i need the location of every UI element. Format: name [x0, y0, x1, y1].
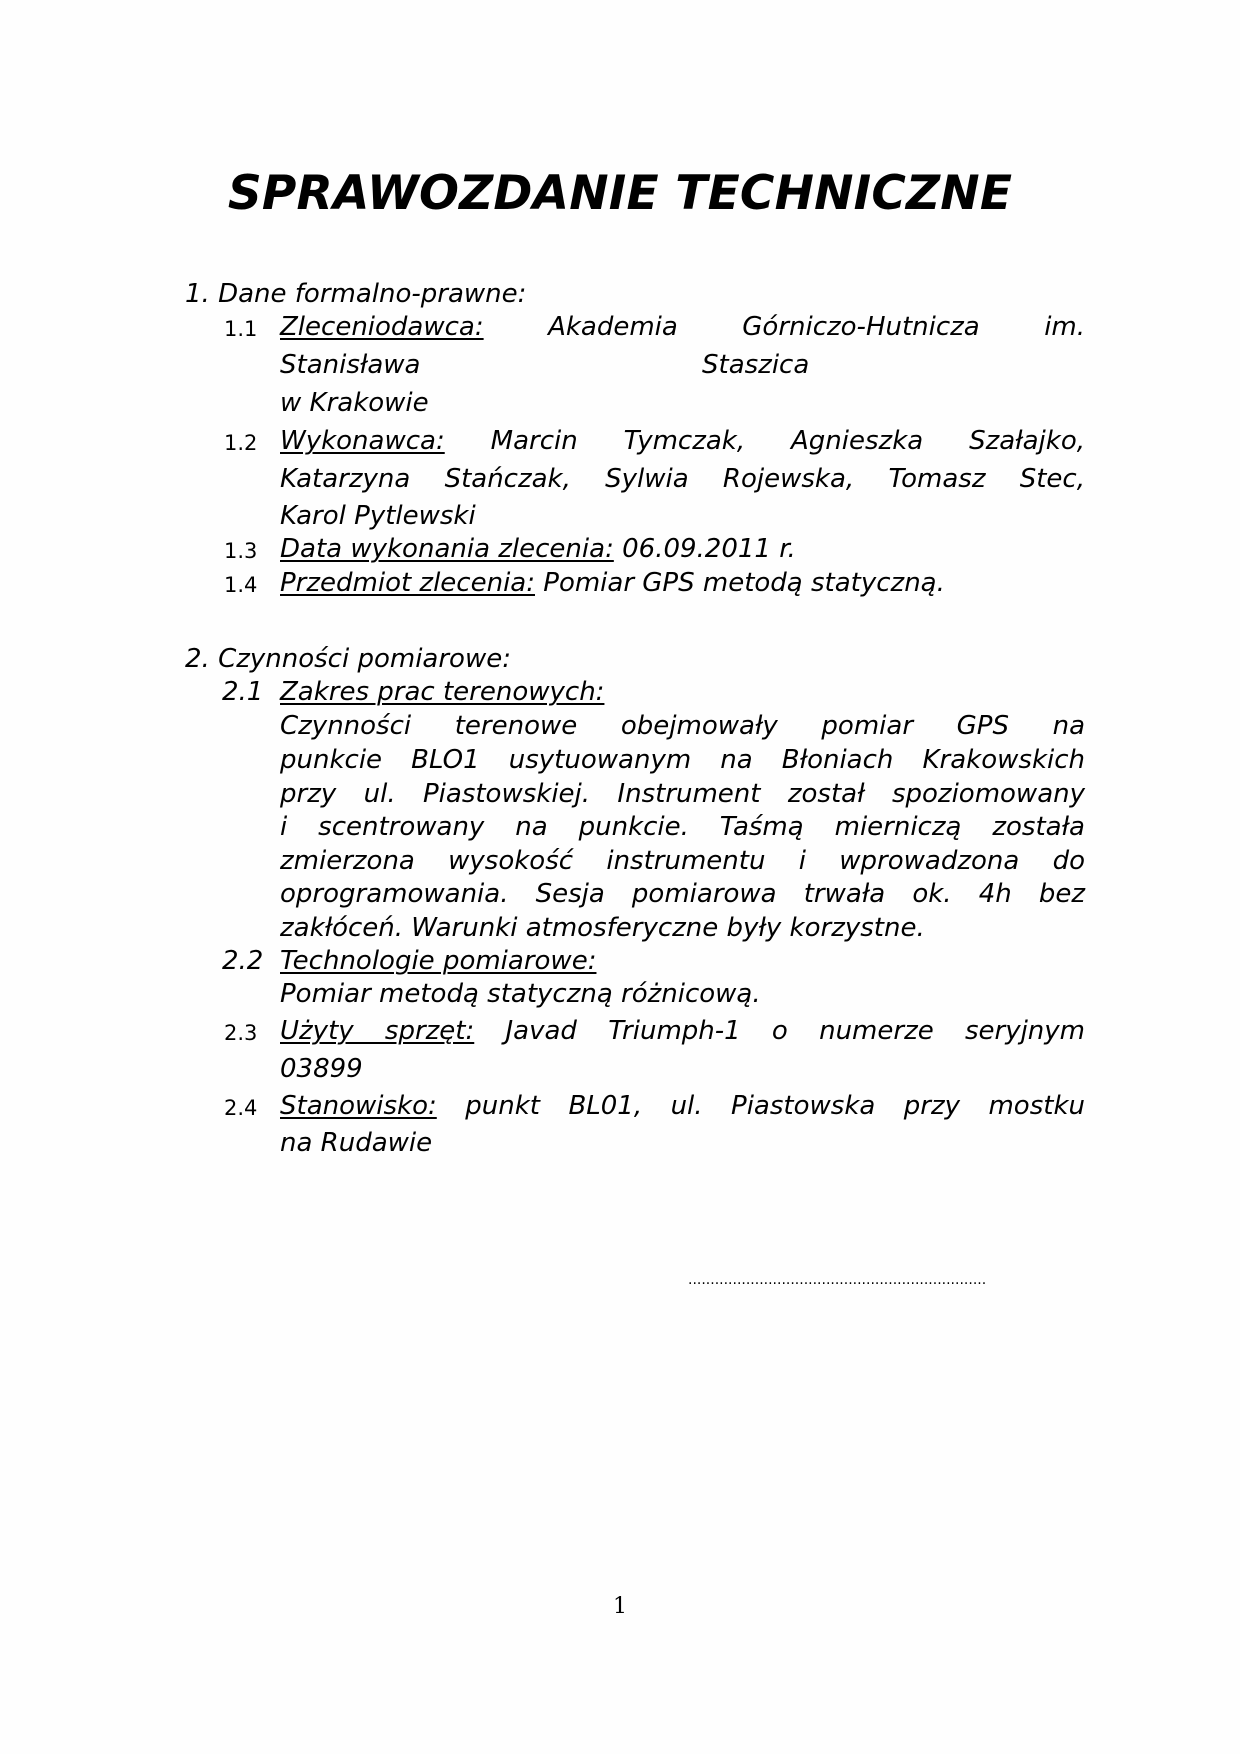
item-1-1-line2b: Staszica [702, 350, 810, 380]
section-2-heading [185, 644, 511, 674]
section-1-title: Dane formalno-prawne: [218, 279, 527, 309]
item-2-1-body-line: punkcie BLO1 usytuowanym na Błoniach Krakowskich [280, 745, 1085, 775]
item-2-1-body-line: przy ul. Piastowskiej. Instrument został spoziomowany [280, 779, 1085, 809]
item-1-1-label: Zleceniodawca: [280, 312, 484, 342]
signature-line: ................................................................... [688, 1272, 987, 1288]
item-2-1-number: 2.1 [222, 677, 264, 707]
item-2-3-value: Javad Triumph-1 o numerze seryjnym [474, 1016, 1086, 1046]
section-2-title: Czynności pomiarowe: [218, 644, 511, 674]
item-1-4-value: Pomiar GPS metodą statyczną. [535, 568, 945, 598]
item-2-4-line2: na Rudawie [280, 1128, 433, 1158]
item-2-4-label: Stanowisko: [280, 1091, 437, 1121]
item-2-1-body-line: Czynności terenowe obejmowały pomiar GPS na [280, 711, 1085, 741]
section-2-number: 2. [185, 644, 210, 674]
item-1-1-line2a: Stanisława [280, 350, 421, 380]
item-1-3-number: 1.3 [224, 539, 258, 563]
item-1-3-label: Data wykonania zlecenia: [280, 534, 614, 564]
item-1-1-word: im. [1044, 312, 1086, 342]
item-2-1-body-line: zmierzona wysokość instrumentu i wprowadzona do [280, 846, 1085, 876]
item-2-1-body-line: zakłóceń. Warunki atmosferyczne były korzystne. [280, 913, 925, 943]
document-title: SPRAWOZDANIE TECHNICZNE [227, 166, 1013, 221]
item-1-1-word: Górniczo-Hutnicza [742, 312, 980, 342]
item-2-3-label: Użyty sprzęt: [280, 1016, 475, 1046]
item-1-1-number: 1.1 [224, 317, 258, 341]
item-1-3-line [280, 534, 796, 564]
item-1-2-value: Marcin Tymczak, Agnieszka Szałajko, [490, 426, 1086, 456]
item-1-4-line [280, 568, 945, 598]
item-2-2-label-text: Technologie pomiarowe: [280, 946, 597, 976]
item-2-3-line2: 03899 [280, 1054, 363, 1084]
item-2-1-label-text: Zakres prac terenowych: [280, 677, 605, 707]
page-number: 1 [613, 1594, 627, 1619]
item-1-2-line3: Karol Pytlewski [280, 501, 476, 531]
item-2-4-number: 2.4 [224, 1096, 258, 1120]
item-2-1-body-line: oprogramowania. Sesja pomiarowa trwała ok. 4h bez [280, 879, 1085, 909]
item-2-1-label [280, 677, 604, 707]
item-1-1-word: Akademia [548, 312, 678, 342]
item-2-3-number: 2.3 [224, 1021, 258, 1045]
item-1-2-line2: Katarzyna Stańczak, Sylwia Rojewska, Tomasz Stec, [280, 464, 1085, 494]
item-1-2-number: 1.2 [224, 431, 258, 455]
item-2-4-value: punkt BL01, ul. Piastowska przy mostku [436, 1091, 1085, 1121]
item-2-3-line1 [280, 1016, 1085, 1046]
item-1-1-line1 [280, 312, 1085, 342]
section-1-heading [185, 279, 526, 309]
item-1-3-value: 06.09.2011 r. [613, 534, 796, 564]
item-2-2-number: 2.2 [222, 946, 264, 976]
section-1-number: 1. [185, 279, 210, 309]
item-2-1-body-line: i scentrowany na punkcie. Taśmą mierniczą została [280, 812, 1085, 842]
item-1-1-line3: w Krakowie [280, 388, 429, 418]
item-1-4-number: 1.4 [224, 573, 258, 597]
item-1-2-line1 [280, 426, 1085, 456]
item-1-4-label: Przedmiot zlecenia: [280, 568, 535, 598]
item-2-4-line1 [280, 1091, 1085, 1121]
item-2-2-body: Pomiar metodą statyczną różnicową. [280, 979, 761, 1009]
item-2-2-label [280, 946, 596, 976]
item-1-2-label: Wykonawca: [280, 426, 445, 456]
